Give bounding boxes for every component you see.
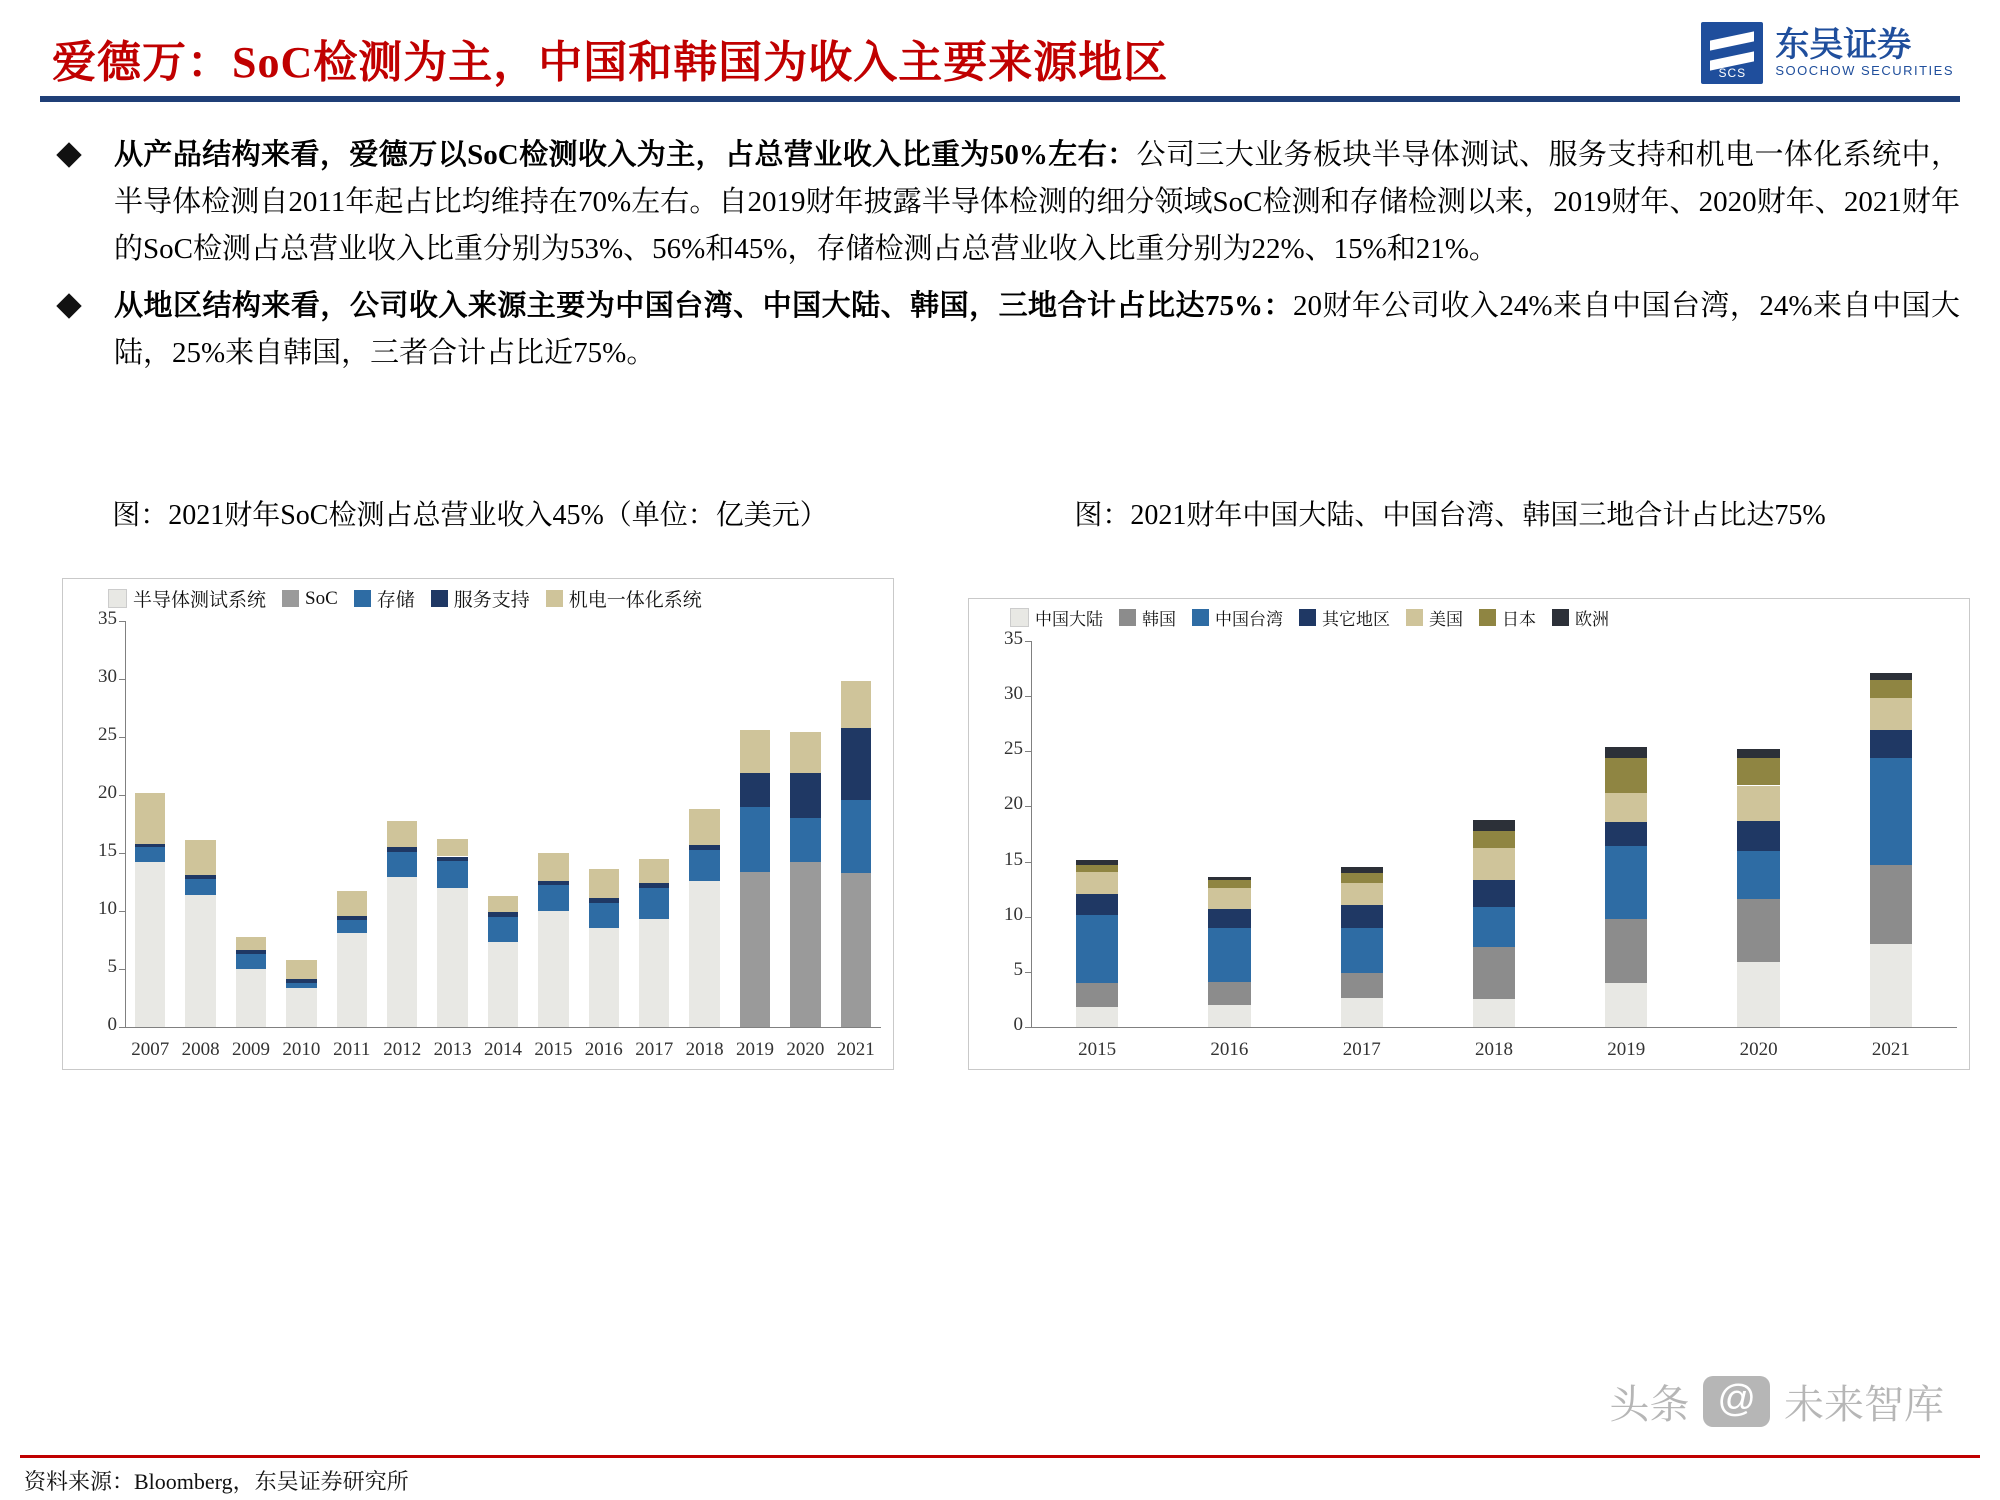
bar-segment — [437, 857, 467, 862]
watermark-left-text: 头条 — [1609, 1383, 1690, 1427]
bar-segment — [1473, 831, 1515, 849]
x-tick-label: 2021 — [836, 1039, 875, 1060]
bar-segment — [286, 979, 316, 982]
y-tick-label: 10 — [1004, 903, 1023, 925]
bar-segment — [337, 920, 367, 933]
bar-segment — [488, 917, 518, 943]
y-tick-label: 15 — [98, 840, 117, 861]
bar-segment — [689, 809, 719, 845]
source-note: 资料来源：Bloomberg，东吴证券研究所 — [24, 1469, 409, 1494]
bar-segment — [1870, 944, 1912, 1027]
bar-segment — [488, 912, 518, 917]
logo-mark-icon — [1701, 22, 1763, 84]
legend-swatch-icon — [546, 590, 563, 607]
chart-caption-right: 图：2021财年中国大陆、中国台湾、韩国三地合计占比达75% — [1074, 500, 1826, 531]
bar-segment — [639, 859, 669, 883]
x-tick-label: 2010 — [282, 1039, 321, 1060]
legend-swatch-icon — [1479, 609, 1496, 626]
y-axis — [125, 621, 126, 1027]
logo-text-en: SOOCHOW SECURITIES — [1775, 63, 1954, 79]
bar-segment — [1076, 915, 1118, 983]
bar-segment — [1341, 867, 1383, 873]
chart-left-legend — [108, 585, 888, 612]
bar-segment — [689, 850, 719, 881]
watermark-right-text: 未来智库 — [1784, 1383, 1944, 1427]
y-tick-label: 25 — [1004, 738, 1023, 760]
bar-column — [790, 621, 820, 1027]
bar-segment — [1737, 962, 1779, 1027]
bar-segment — [1870, 673, 1912, 680]
y-tick-mark — [119, 911, 125, 912]
bar-segment — [1076, 860, 1118, 864]
legend-swatch-icon — [108, 589, 127, 608]
bar-segment — [1870, 730, 1912, 758]
bullet-rest: 公司三大业务板块半导体测试、服务支持和机电一体化系统中，半导体检测自2011年起占比均维持在70%左右。自2019财年披露半导体检测的细分领域SoC检测和存储检测以来，2019财年、2020财年、2021财年的SoC检测占总营业收入比重分别为53%、56%和45%，存储检测占总营业收入比重分别为22%、15%和21%。 — [114, 139, 1960, 265]
y-tick-label: 5 — [107, 956, 117, 977]
bar-segment — [1076, 894, 1118, 915]
bullet-lead: 从地区结构来看，公司收入来源主要为中国台湾、中国大陆、韩国，三地合计占比达75%： — [114, 289, 1293, 322]
bar-column — [236, 621, 266, 1027]
logo-mark-text: SCS — [1718, 66, 1747, 80]
x-tick-label: 2016 — [584, 1039, 623, 1060]
bar-segment — [538, 881, 568, 886]
y-tick-label: 20 — [98, 782, 117, 803]
bar-segment — [1605, 793, 1647, 822]
legend-swatch-icon — [1406, 609, 1423, 626]
bar-segment — [1076, 1007, 1118, 1027]
legend-label: 欧洲 — [1575, 610, 1609, 629]
y-tick-mark — [119, 853, 125, 854]
legend-swatch-icon — [354, 590, 371, 607]
bar-column — [337, 621, 367, 1027]
bar-segment — [135, 862, 165, 1027]
bar-segment — [135, 844, 165, 847]
legend-item — [108, 585, 266, 612]
legend-swatch-icon — [1299, 609, 1316, 626]
chart-product-mix — [62, 578, 894, 1070]
x-tick-label: 2011 — [333, 1039, 371, 1060]
y-tick-mark — [119, 795, 125, 796]
bar-segment — [135, 793, 165, 844]
bar-segment — [740, 773, 770, 807]
bar-segment — [1208, 1005, 1250, 1027]
legend-label: 中国台湾 — [1215, 610, 1283, 629]
y-tick-mark — [1025, 917, 1031, 918]
bar-segment — [1341, 973, 1383, 998]
header-divider — [40, 96, 1960, 102]
bar-segment — [689, 845, 719, 850]
y-tick-mark — [119, 679, 125, 680]
bar-segment — [1870, 680, 1912, 699]
legend-label: 其它地区 — [1322, 610, 1390, 629]
x-tick-label: 2020 — [1739, 1039, 1778, 1060]
bar-segment — [286, 983, 316, 988]
bar-segment — [437, 861, 467, 888]
bar-column — [1341, 641, 1383, 1027]
bar-column — [841, 621, 871, 1027]
bar-segment — [538, 885, 568, 911]
bar-segment — [1737, 899, 1779, 962]
bar-segment — [488, 896, 518, 912]
bar-segment — [185, 879, 215, 895]
bar-segment — [185, 875, 215, 878]
legend-item — [282, 588, 338, 610]
legend-swatch-icon — [1192, 609, 1209, 626]
bar-segment — [740, 807, 770, 872]
legend-label: SoC — [305, 587, 338, 609]
x-tick-label: 2018 — [685, 1039, 724, 1060]
page-header — [0, 0, 2000, 108]
bar-column — [1208, 641, 1250, 1027]
bar-segment — [1208, 888, 1250, 909]
legend-item — [546, 585, 702, 612]
bar-segment — [1605, 822, 1647, 846]
bar-segment — [1341, 928, 1383, 973]
legend-swatch-icon — [1552, 609, 1569, 626]
watermark — [1609, 1373, 1944, 1430]
bar-column — [538, 621, 568, 1027]
x-tick-label: 2014 — [483, 1039, 522, 1060]
y-tick-label: 35 — [98, 608, 117, 629]
y-tick-mark — [1025, 1027, 1031, 1028]
legend-item — [354, 585, 415, 612]
bar-segment — [387, 847, 417, 852]
bar-segment — [1208, 877, 1250, 880]
y-tick-label: 0 — [1013, 1014, 1023, 1035]
bar-segment — [639, 883, 669, 888]
bar-segment — [841, 800, 871, 873]
y-tick-mark — [1025, 696, 1031, 697]
x-tick-label: 2021 — [1871, 1039, 1910, 1060]
bar-segment — [1870, 698, 1912, 730]
bar-column — [1870, 641, 1912, 1027]
bar-segment — [1605, 747, 1647, 758]
bar-column — [437, 621, 467, 1027]
chart-right-legend — [1010, 605, 1940, 630]
bar-segment — [236, 950, 266, 953]
bar-segment — [1341, 883, 1383, 905]
legend-label: 服务支持 — [453, 590, 530, 611]
bar-segment — [437, 839, 467, 856]
x-axis — [125, 1027, 881, 1028]
company-logo — [1701, 22, 1954, 84]
bar-segment — [589, 928, 619, 1027]
y-tick-mark — [1025, 862, 1031, 863]
bar-segment — [589, 869, 619, 898]
bar-segment — [740, 730, 770, 773]
bullet-paragraph — [114, 283, 1960, 377]
bar-segment — [1341, 998, 1383, 1027]
bar-segment — [1605, 983, 1647, 1027]
bullet-rest: 20财年公司收入24%来自中国台湾，24%来自中国大陆，25%来自韩国，三者合计占比近75%。 — [114, 289, 1960, 369]
bar-column — [286, 621, 316, 1027]
bar-segment — [841, 681, 871, 727]
bar-segment — [488, 942, 518, 1027]
bar-segment — [1208, 928, 1250, 982]
legend-swatch-icon — [1010, 608, 1029, 627]
bar-segment — [236, 937, 266, 951]
y-tick-label: 0 — [107, 1014, 117, 1035]
bar-column — [1605, 641, 1647, 1027]
y-tick-mark — [119, 621, 125, 622]
x-tick-label: 2007 — [131, 1039, 170, 1060]
y-tick-label: 35 — [1004, 628, 1023, 649]
bar-column — [387, 621, 417, 1027]
watermark-badge-icon: @ — [1703, 1376, 1770, 1427]
bar-segment — [740, 872, 770, 1027]
legend-label: 日本 — [1502, 610, 1536, 629]
bar-segment — [1870, 865, 1912, 944]
bar-segment — [1473, 907, 1515, 947]
x-tick-label: 2017 — [1342, 1039, 1381, 1060]
bar-segment — [1341, 905, 1383, 928]
legend-item — [1192, 605, 1283, 630]
legend-item — [1119, 605, 1176, 630]
bar-segment — [689, 881, 719, 1027]
bar-segment — [437, 888, 467, 1027]
bar-segment — [639, 888, 669, 919]
bar-segment — [1737, 821, 1779, 851]
legend-label: 美国 — [1429, 610, 1463, 629]
x-tick-label: 2009 — [231, 1039, 270, 1060]
x-tick-label: 2020 — [786, 1039, 825, 1060]
y-tick-mark — [1025, 972, 1031, 973]
chart-region-mix — [968, 598, 1970, 1070]
bar-segment — [1737, 758, 1779, 786]
bar-segment — [1473, 999, 1515, 1027]
bar-segment — [1473, 947, 1515, 1000]
bar-segment — [1870, 758, 1912, 865]
legend-label: 韩国 — [1142, 610, 1176, 629]
bar-segment — [286, 960, 316, 980]
bar-segment — [337, 891, 367, 915]
bar-segment — [236, 969, 266, 1027]
bar-segment — [1473, 820, 1515, 831]
bar-segment — [790, 773, 820, 818]
y-tick-label: 15 — [1004, 848, 1023, 870]
legend-item — [1010, 605, 1103, 630]
x-axis — [1031, 1027, 1957, 1028]
legend-label: 存储 — [376, 590, 415, 611]
y-tick-mark — [119, 737, 125, 738]
page-title: 爱德万：SoC检测为主，中国和韩国为收入主要来源地区 — [52, 38, 1169, 87]
x-tick-label: 2015 — [1078, 1039, 1117, 1060]
bar-segment — [790, 818, 820, 862]
bar-segment — [841, 873, 871, 1027]
bar-segment — [1076, 983, 1118, 1007]
legend-item — [431, 585, 530, 612]
y-axis — [1031, 641, 1032, 1027]
bar-segment — [538, 853, 568, 881]
bar-segment — [841, 728, 871, 800]
bar-column — [488, 621, 518, 1027]
chart-caption-left: 图：2021财年SoC检测占总营业收入45%（单位：亿美元） — [112, 500, 828, 531]
bar-segment — [337, 916, 367, 921]
bar-segment — [387, 877, 417, 1027]
bar-segment — [1208, 909, 1250, 928]
bar-segment — [1737, 851, 1779, 900]
x-tick-label: 2019 — [735, 1039, 774, 1060]
bar-column — [1076, 641, 1118, 1027]
legend-item — [1552, 605, 1609, 630]
bullet-lead: 从产品结构来看，爱德万以SoC检测收入为主，占总营业收入比重为50%左右： — [114, 139, 1137, 171]
y-tick-label: 30 — [98, 666, 117, 687]
x-tick-label: 2017 — [635, 1039, 674, 1060]
bar-segment — [639, 919, 669, 1027]
bar-column — [639, 621, 669, 1027]
bar-segment — [790, 862, 820, 1027]
bar-segment — [286, 988, 316, 1027]
bar-column — [589, 621, 619, 1027]
y-tick-label: 30 — [1004, 683, 1023, 705]
bar-column — [1737, 641, 1779, 1027]
bar-column — [1473, 641, 1515, 1027]
x-tick-label: 2016 — [1210, 1039, 1249, 1060]
legend-label: 半导体测试系统 — [133, 590, 267, 611]
bar-column — [740, 621, 770, 1027]
y-tick-label: 10 — [98, 898, 117, 919]
bar-segment — [185, 840, 215, 875]
bar-segment — [1076, 865, 1118, 872]
bar-segment — [1737, 786, 1779, 821]
legend-swatch-icon — [282, 590, 299, 607]
legend-label: 机电一体化系统 — [568, 590, 702, 611]
bar-column — [135, 621, 165, 1027]
legend-swatch-icon — [431, 590, 448, 607]
legend-item — [1299, 605, 1390, 630]
x-tick-label: 2012 — [383, 1039, 422, 1060]
footer-divider — [20, 1455, 1980, 1458]
x-tick-label: 2013 — [433, 1039, 472, 1060]
bar-segment — [1605, 919, 1647, 983]
x-tick-label: 2008 — [181, 1039, 220, 1060]
bar-segment — [135, 847, 165, 862]
y-tick-mark — [1025, 641, 1031, 642]
legend-label: 中国大陆 — [1035, 610, 1103, 629]
y-tick-label: 5 — [1013, 958, 1023, 980]
diamond-bullet-icon — [56, 142, 81, 167]
y-tick-mark — [119, 969, 125, 970]
bar-segment — [387, 852, 417, 878]
bar-segment — [790, 732, 820, 773]
bullet-item — [60, 132, 1960, 273]
bullet-paragraph — [114, 132, 1960, 273]
bar-segment — [1473, 880, 1515, 906]
bar-segment — [1605, 846, 1647, 919]
bar-column — [689, 621, 719, 1027]
y-tick-label: 25 — [98, 724, 117, 745]
bullet-item — [60, 283, 1960, 377]
y-tick-mark — [1025, 751, 1031, 752]
bar-segment — [1605, 758, 1647, 793]
body-bullets — [60, 132, 1960, 387]
bar-segment — [1208, 982, 1250, 1005]
bar-segment — [1341, 873, 1383, 883]
bar-segment — [589, 903, 619, 929]
diamond-bullet-icon — [56, 293, 81, 318]
bar-segment — [538, 911, 568, 1027]
bar-segment — [1737, 749, 1779, 758]
legend-item — [1479, 605, 1536, 630]
bar-column — [185, 621, 215, 1027]
logo-text-cn: 东吴证券 — [1775, 26, 1912, 64]
bar-segment — [185, 895, 215, 1027]
bar-segment — [1208, 880, 1250, 888]
legend-item — [1406, 605, 1463, 630]
y-tick-mark — [1025, 806, 1031, 807]
bar-segment — [236, 954, 266, 969]
x-tick-label: 2019 — [1607, 1039, 1646, 1060]
bar-segment — [387, 821, 417, 848]
bar-segment — [1076, 872, 1118, 894]
bar-segment — [337, 933, 367, 1027]
x-tick-label: 2015 — [534, 1039, 573, 1060]
bar-segment — [1473, 848, 1515, 880]
x-tick-label: 2018 — [1474, 1039, 1513, 1060]
y-tick-label: 20 — [1004, 793, 1023, 815]
legend-swatch-icon — [1119, 609, 1136, 626]
bar-segment — [589, 898, 619, 903]
y-tick-mark — [119, 1027, 125, 1028]
